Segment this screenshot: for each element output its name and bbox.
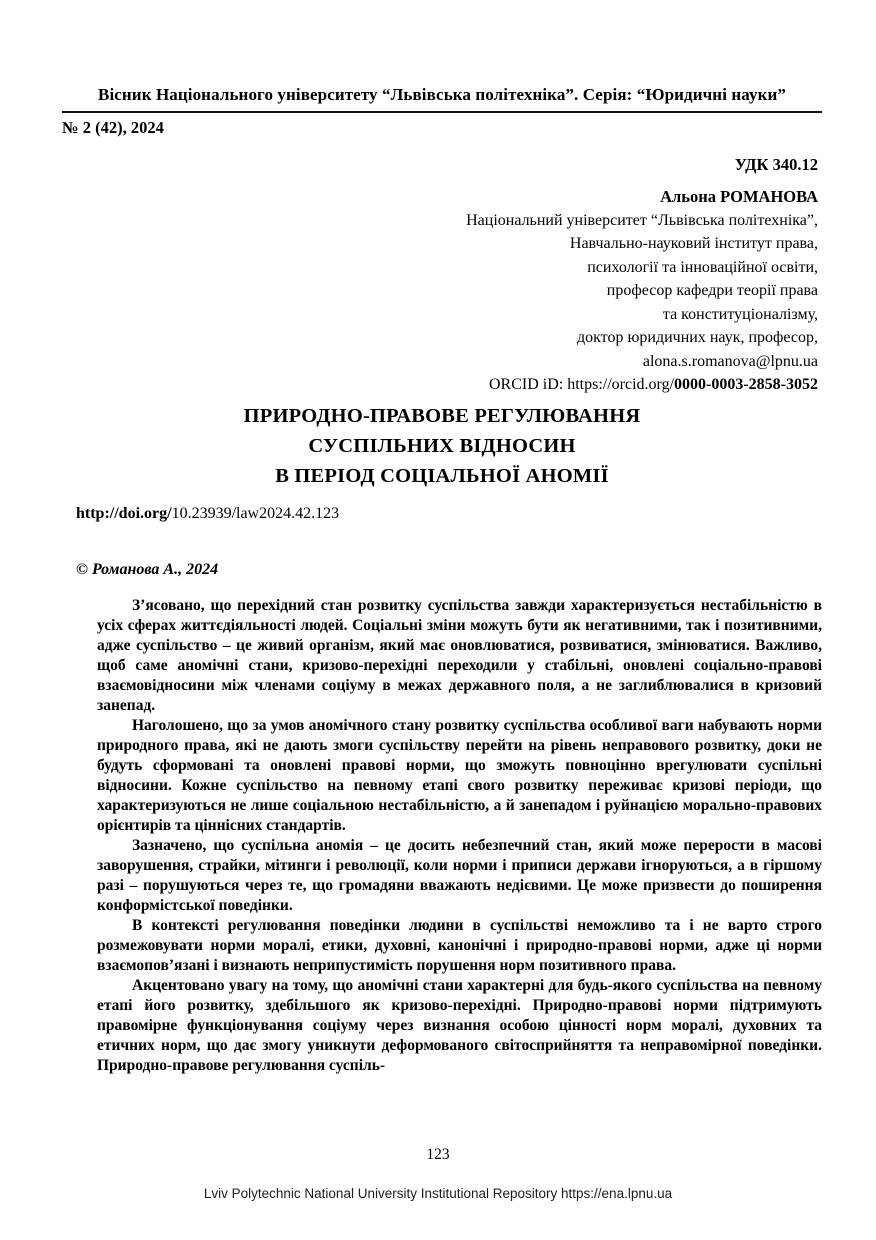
abstract xyxy=(97,596,822,1076)
affiliation-line: доктор юридичних наук, професор, xyxy=(576,329,818,346)
article-title-line: СУСПІЛЬНИХ ВІДНОСИН xyxy=(308,434,576,457)
affiliation-line: професор кафедри теорії права xyxy=(606,282,818,299)
doi-suffix: 10.23939/law2024.42.123 xyxy=(171,505,340,523)
affiliation-line: психології та інноваційної освіти, xyxy=(587,258,818,276)
orcid-line[interactable] xyxy=(62,373,818,397)
affiliation-line: Національний університет “Львівська політехніка”, xyxy=(466,211,818,229)
article-title xyxy=(62,401,822,491)
page-number: 123 xyxy=(426,1146,450,1163)
journal-title: Вісник Національного університету “Львівська політехніка”. Серія: “Юридичні науки” xyxy=(98,85,786,104)
abstract-paragraph: Акцентовано увагу на тому, що аномічні стани характерні для будь-якого суспільства на певному етапі його розвитку, здебільшого як кризово-перехідні. Природно-правові норми підтримують правомірне функціонування соціуму через визнання особою цінності норм моралі, духовних та етичних норм, що дає змогу уникнути деформованого світосприйняття та неправомірної поведінки. Природно-правове регулювання суспіль- xyxy=(97,977,822,1075)
udc-code: УДК 340.12 xyxy=(734,155,818,174)
article-title-line: ПРИРОДНО-ПРАВОВЕ РЕГУЛЮВАННЯ xyxy=(243,404,641,427)
repository-link[interactable]: Lviv Polytechnic National University Institutional Repository https://ena.lpnu.ua xyxy=(203,1186,673,1201)
journal-issue: № 2 (42), 2024 xyxy=(62,118,164,137)
author-name: Альона РОМАНОВА xyxy=(660,187,818,206)
orcid-id: 0000-0003-2858-3052 xyxy=(674,376,818,393)
affiliation-line: та конституціоналізму, xyxy=(662,305,818,323)
affiliation-line: Навчально-науковий інститут права, xyxy=(569,235,818,252)
journal-header xyxy=(62,84,822,138)
copyright-notice: © Романова А., 2024 xyxy=(76,561,219,579)
author-block xyxy=(62,185,822,397)
abstract-paragraph: Наголошено, що за умов аномічного стану розвитку суспільства особливої ваги набувають норми природного права, які не дають змоги суспільству перейти на рівень неправового розвитку, доки не будуть сформовані та оновлені правові норми, що зможуть повноцінно врегулювати суспільні відносини. Кожне суспільство на певному етапі свого розвитку переживає кризові періоди, що характеризуються не лише соціальною нестабільністю, а й занепадом і руйнацією морально-правових орієнтирів та ціннісних стандартів. xyxy=(97,717,822,835)
abstract-paragraph: В контексті регулювання поведінки людини в суспільстві неможливо та і не варто строго розмежовувати норми моралі, етики, духовні, канонічні і природно-правові норми, адже ці норми взаємопов’язані і визнають неприпустимість порушення норм позитивного права. xyxy=(97,917,822,975)
doi-link[interactable] xyxy=(76,504,822,524)
abstract-paragraph: З’ясовано, що перехідний стан розвитку суспільства завжди характеризується нестабільністю в усіх сферах життєдіяльності людей. Соціальні зміни можуть бути як негативними, так і позитивними, адже суспільство – це живий організм, який має оновлюватися, розвиватися, змінюватися. Важливо, щоб саме аномічні стани, кризово-перехідні переходили у стабільні, оновлені соціально-правові взаємовідносини між членами соціуму в межах державного поля, а не заглиблювалися в кризовий занепад. xyxy=(97,597,822,715)
doi-prefix: http://doi.org/ xyxy=(76,505,172,523)
orcid-label: ORCID iD: https://orcid.org/ xyxy=(488,376,675,393)
article-title-line: В ПЕРІОД СОЦІАЛЬНОЇ АНОМІЇ xyxy=(275,464,609,487)
abstract-paragraph: Зазначено, що суспільна аномія – це досить небезпечний стан, який може перерости в масові заворушення, страйки, мітинги і революції, коли норми і приписи держави ігноруються, а в гіршому разі – порушуються через те, що громадяни вважають недієвими. Це може призвести до поширення конформістської поведінки. xyxy=(97,837,822,915)
author-email[interactable]: alona.s.romanova@lpnu.ua xyxy=(642,352,818,370)
